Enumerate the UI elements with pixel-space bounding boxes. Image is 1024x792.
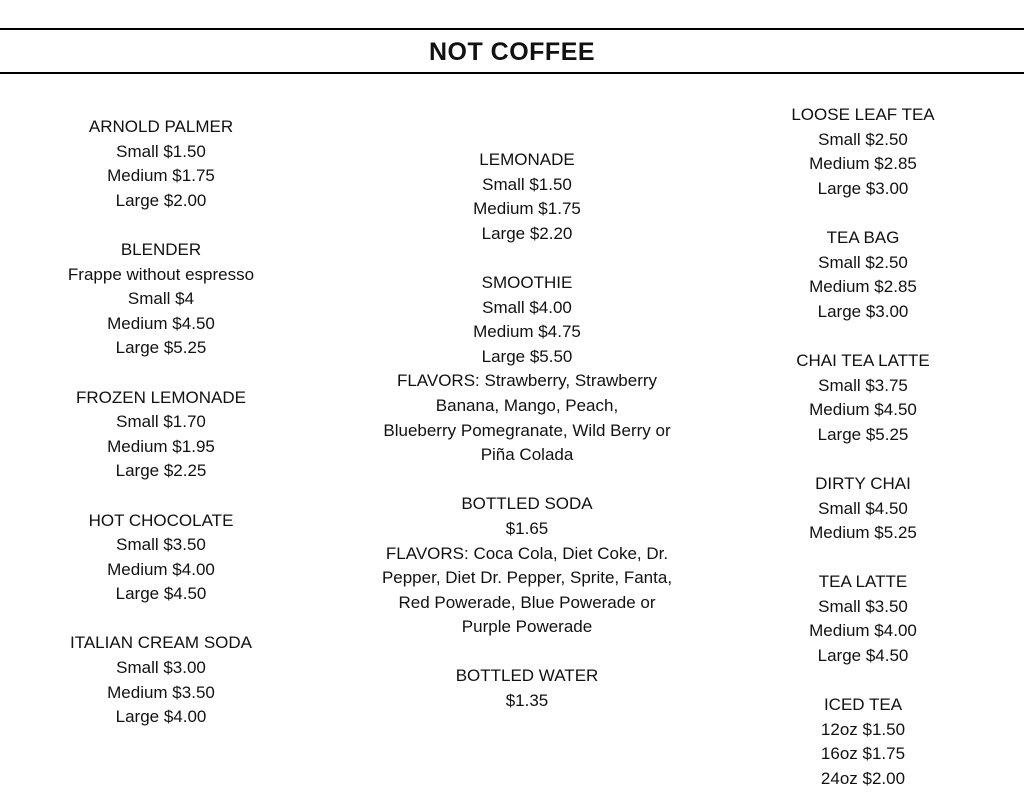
menu-column-middle [362, 148, 692, 714]
menu-item [40, 115, 282, 213]
menu-item-detail: Medium $4.50 [107, 313, 215, 333]
title-bar [0, 28, 1024, 74]
menu-item-detail: Medium $2.85 [809, 277, 917, 297]
menu-item-detail: Red Powerade, Blue Powerade or [398, 592, 656, 612]
menu-item-detail: Medium $4.50 [809, 400, 917, 420]
menu-item-name: ARNOLD PALMER [88, 117, 234, 136]
menu-item [40, 386, 282, 484]
menu-item-detail: FLAVORS: Coca Cola, Diet Coke, Dr. [385, 543, 669, 563]
menu-item-detail: Medium $1.95 [107, 436, 215, 456]
menu-item-detail: Large $4.00 [115, 707, 207, 727]
menu-item-detail: Medium $1.75 [473, 199, 581, 219]
menu-item-name: BLENDER [120, 239, 202, 259]
menu-item-detail: Frappe without espresso [67, 264, 255, 284]
menu-item-detail: Small $2.50 [818, 252, 908, 272]
menu-item [752, 103, 974, 201]
menu-item [362, 271, 692, 468]
menu-item [752, 349, 974, 447]
menu-item-detail: Small $4 [127, 289, 195, 309]
menu-item-detail: Piña Colada [480, 445, 574, 465]
menu-item-detail: Medium $4.00 [107, 559, 215, 579]
menu-item-detail: 16oz $1.75 [820, 744, 906, 764]
menu-item-detail: FLAVORS: Strawberry, Strawberry [396, 371, 658, 391]
menu-item [362, 492, 692, 640]
menu-item-name: CHAI TEA LATTE [796, 350, 930, 370]
menu-item-detail: Medium $1.75 [107, 166, 215, 186]
menu-item-detail: Small $3.50 [818, 596, 908, 616]
menu-item-detail: Small $3.75 [818, 375, 908, 395]
menu-item-name: TEA LATTE [818, 572, 908, 592]
menu-item-detail: Large $2.25 [115, 461, 207, 481]
menu-item-detail: 24oz $2.00 [820, 769, 906, 789]
menu-item-detail: Small $3.00 [116, 658, 206, 678]
menu-item-detail: $1.35 [505, 691, 549, 711]
menu-item-detail: Medium $3.50 [107, 682, 215, 702]
menu-column-right [752, 103, 974, 792]
menu-item-detail: Large $3.00 [817, 178, 909, 198]
menu-item-detail: Small $3.50 [116, 535, 206, 555]
menu-item [40, 631, 282, 729]
menu-item-detail: Banana, Mango, Peach, [435, 395, 619, 415]
menu-item-detail: Small $2.50 [818, 129, 908, 149]
menu-item [752, 570, 974, 668]
menu-item-detail: Small $4.50 [818, 498, 908, 518]
menu-item-name: SMOOTHIE [481, 272, 573, 292]
menu-item-detail: Blueberry Pomegranate, Wild Berry or [383, 420, 671, 440]
menu-column-left [40, 115, 282, 730]
menu-item-name: DIRTY CHAI [815, 473, 911, 493]
menu-item [752, 693, 974, 791]
menu-item-detail: Medium $4.75 [473, 322, 581, 342]
menu-item [752, 226, 974, 324]
menu-item-detail: Large $2.20 [481, 223, 573, 243]
menu-item-detail: Small $1.50 [482, 174, 572, 194]
menu-item-detail: Large $4.50 [115, 584, 207, 604]
menu-item [362, 664, 692, 713]
menu-item-name: FROZEN LEMONADE [75, 387, 247, 407]
menu-item-detail: $1.65 [505, 518, 549, 538]
menu-item-name: ICED TEA [823, 695, 903, 715]
menu-item-detail: Small $4.00 [482, 297, 572, 317]
menu-item-detail: Large $5.50 [481, 346, 573, 366]
menu-item [752, 472, 974, 546]
menu-item-detail: Large $2.00 [115, 190, 207, 210]
menu-item-detail: Medium $2.85 [809, 154, 917, 174]
page-title: NOT COFFEE [428, 37, 596, 66]
menu-item-detail: Large $4.50 [817, 646, 909, 666]
menu-item-detail: Small $1.50 [116, 141, 206, 161]
menu-item-detail: 12oz $1.50 [820, 719, 906, 739]
menu-item-detail: Large $5.25 [115, 338, 207, 358]
menu-item-name: ITALIAN CREAM SODA [70, 633, 252, 653]
menu-item-detail: Large $3.00 [817, 301, 909, 321]
menu-item-detail: Medium $5.25 [809, 523, 917, 543]
menu-item-detail: Small $1.70 [116, 412, 206, 432]
menu-item [40, 238, 282, 361]
menu-item-name: HOT CHOCOLATE [88, 510, 234, 530]
menu-item-detail: Pepper, Diet Dr. Pepper, Sprite, Fanta, [381, 568, 673, 588]
menu-item-name: BOTTLED SODA [461, 494, 593, 514]
menu-item [362, 148, 692, 246]
menu-item [40, 509, 282, 607]
menu-item-name: TEA BAG [826, 227, 900, 247]
menu-item-detail: Large $5.25 [817, 424, 909, 444]
menu-item-name: LEMONADE [479, 150, 575, 169]
menu-item-name: LOOSE LEAF TEA [791, 105, 935, 124]
menu-item-detail: Purple Powerade [461, 617, 593, 637]
menu-item-detail: Medium $4.00 [809, 621, 917, 641]
menu-item-name: BOTTLED WATER [455, 666, 599, 686]
